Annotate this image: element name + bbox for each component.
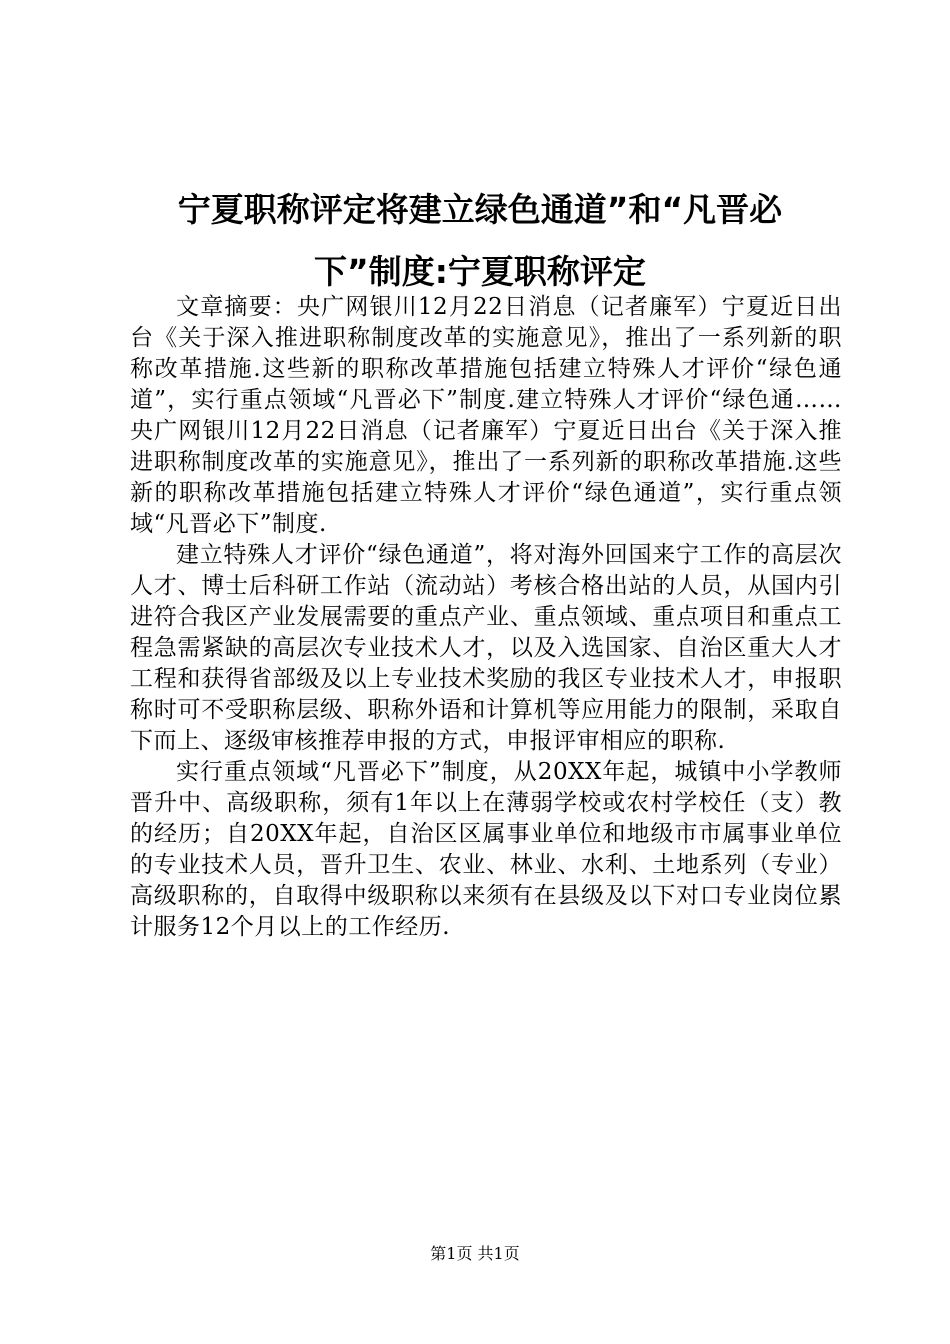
document-title-line-1: 宁夏职称评定将建立绿色通道”和“凡晋必 xyxy=(177,190,783,229)
document-body xyxy=(130,292,842,943)
document-title-line-2: 下”制度:宁夏职称评定 xyxy=(314,252,646,291)
paragraph-fan-jin-bi-xia: 实行重点领域“凡晋必下”制度，从20XX年起，城镇中小学教师晋升中、高级职称，须有1年以上在薄弱学校或农村学校任（支）教的经历；自20XX年起，自治区区属事业单位和地级市市属事业单位的专业技术人员，晋升卫生、农业、林业、水利、土地系列（专业）高级职称的，自取得中级职称以来须有在县级及以下对口专业岗位累计服务12个月以上的工作经历. xyxy=(130,759,842,940)
paragraph-green-channel: 建立特殊人才评价“绿色通道”，将对海外回国来宁工作的高层次人才、博士后科研工作站（流动站）考核合格出站的人员，从国内引进符合我区产业发展需要的重点产业、重点领域、重点项目和重点工程急需紧缺的高层次专业技术人才，以及入选国家、自治区重大人才工程和获得省部级及以上专业技术奖励的我区专业技术人才，申报职称时可不受职称层级、职称外语和计算机等应用能力的限制，采取自下而上、逐级审核推荐申报的方式，申报评审相应的职称. xyxy=(130,542,842,754)
paragraph-abstract: 文章摘要：央广网银川12月22日消息（记者廉军）宁夏近日出台《关于深入推进职称制度改革的实施意见》，推出了一系列新的职称改革措施.这些新的职称改革措施包括建立特殊人才评价“绿色通道”，实行重点领域“凡晋必下”制度.建立特殊人才评价“绿色通……央广网银川12月22日消息（记者廉军）宁夏近日出台《关于深入推进职称制度改革的实施意见》，推出了一系列新的职称改革措施.这些新的职称改革措施包括建立特殊人才评价“绿色通道”，实行重点领域“凡晋必下”制度. xyxy=(130,294,842,537)
page-footer: 第1页 共1页 xyxy=(430,1244,520,1263)
